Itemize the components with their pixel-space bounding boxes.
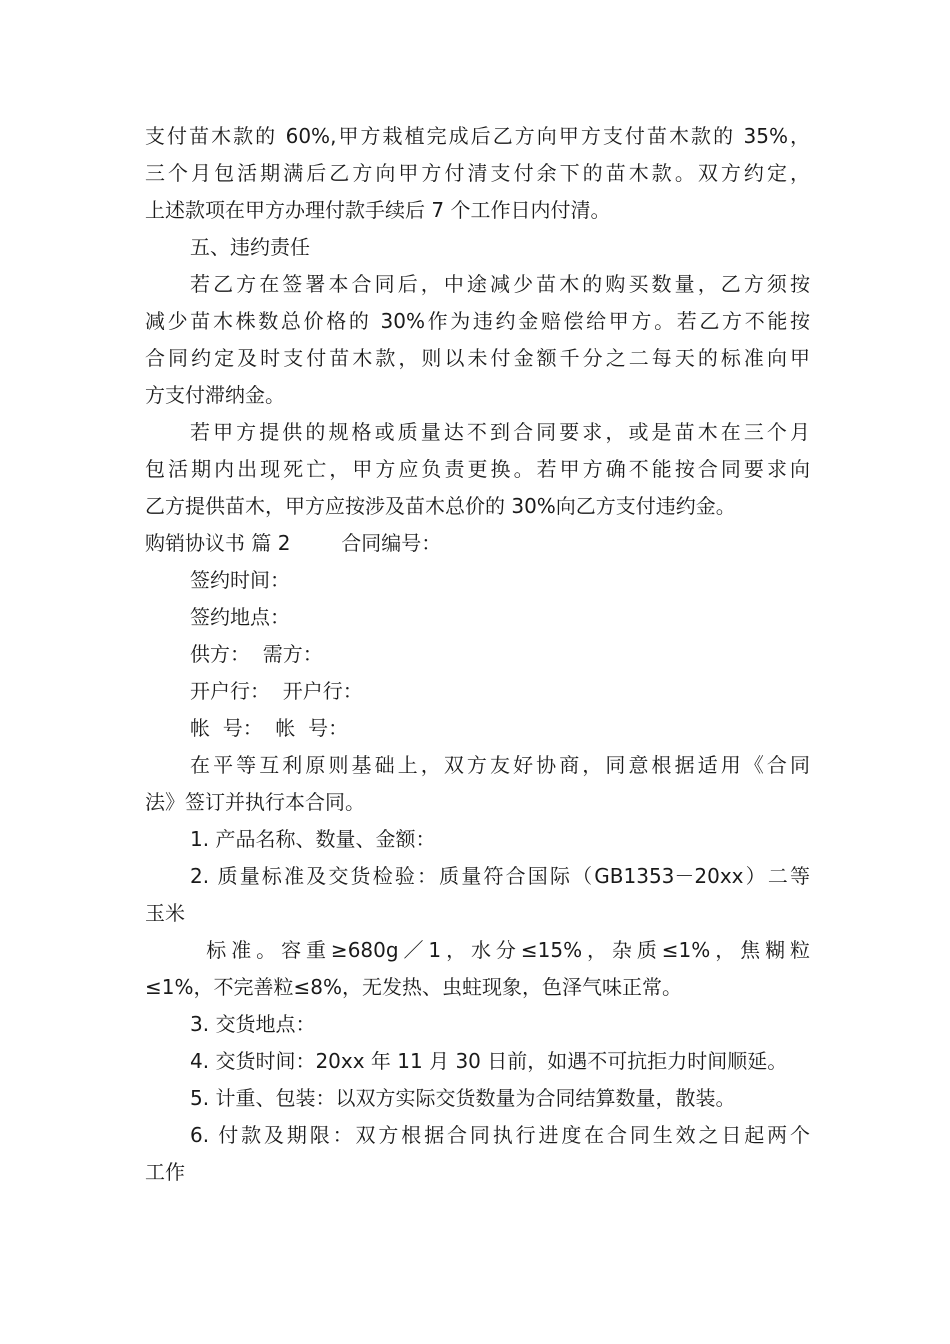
clause-item: 1. 产品名称、数量、金额： xyxy=(190,827,436,851)
paragraph-line: 法》签订并执行本合同。 xyxy=(145,790,365,814)
signing-time-field: 签约时间： xyxy=(190,568,290,592)
paragraph-line: 支付苗木款的 60%,甲方栽植完成后乙方向甲方支付苗木款的 35%， xyxy=(145,124,810,148)
paragraph-line: 三个月包活期满后乙方向甲方付清支付余下的苗木款。双方约定， xyxy=(145,161,810,185)
paragraph-line: 若乙方在签署本合同后，中途减少苗木的购买数量，乙方须按 xyxy=(190,272,810,296)
paragraph-line: 包活期内出现死亡，甲方应负责更换。若甲方确不能按合同要求向 xyxy=(145,457,810,481)
bank-field: 开户行： 开户行： xyxy=(190,679,363,703)
paragraph-line: 乙方提供苗木，甲方应按涉及苗木总价的 30%向乙方支付违约金。 xyxy=(145,494,736,518)
clause-item: 3. 交货地点： xyxy=(190,1012,316,1036)
paragraph-line: 在平等互利原则基础上，双方友好协商，同意根据适用《合同 xyxy=(190,753,810,777)
document-title: 购销协议书 篇 2 合同编号： xyxy=(145,531,442,555)
paragraph-line: ≤1%，不完善粒≤8%，无发热、虫蛀现象，色泽气味正常。 xyxy=(145,975,682,999)
paragraph-line: 标准。容重≥680g／1，水分≤15%，杂质≤1%，焦糊粒 xyxy=(195,938,810,962)
clause-item: 2. 质量标准及交货检验：质量符合国际（GB1353－20xx）二等 xyxy=(190,864,810,888)
paragraph-line: 方支付滞纳金。 xyxy=(145,383,285,407)
paragraph-line: 合同约定及时支付苗木款，则以未付金额千分之二每天的标准向甲 xyxy=(145,346,810,370)
parties-field: 供方： 需方： xyxy=(190,642,323,666)
section-heading: 五、违约责任 xyxy=(190,235,310,259)
paragraph-line: 工作 xyxy=(145,1160,185,1184)
clause-item: 6. 付款及期限：双方根据合同执行进度在合同生效之日起两个 xyxy=(190,1123,810,1147)
paragraph-line: 上述款项在甲方办理付款手续后 7 个工作日内付清。 xyxy=(145,198,611,222)
clause-item: 5. 计重、包装：以双方实际交货数量为合同结算数量，散装。 xyxy=(190,1086,736,1110)
paragraph-line: 若甲方提供的规格或质量达不到合同要求，或是苗木在三个月 xyxy=(190,420,810,444)
paragraph-line: 减少苗木株数总价格的 30%作为违约金赔偿给甲方。若乙方不能按 xyxy=(145,309,810,333)
clause-item: 4. 交货时间：20xx 年 11 月 30 日前，如遇不可抗拒力时间顺延。 xyxy=(190,1049,788,1073)
account-field: 帐 号： 帐 号： xyxy=(190,716,349,740)
paragraph-line: 玉米 xyxy=(145,901,185,925)
signing-place-field: 签约地点： xyxy=(190,605,290,629)
